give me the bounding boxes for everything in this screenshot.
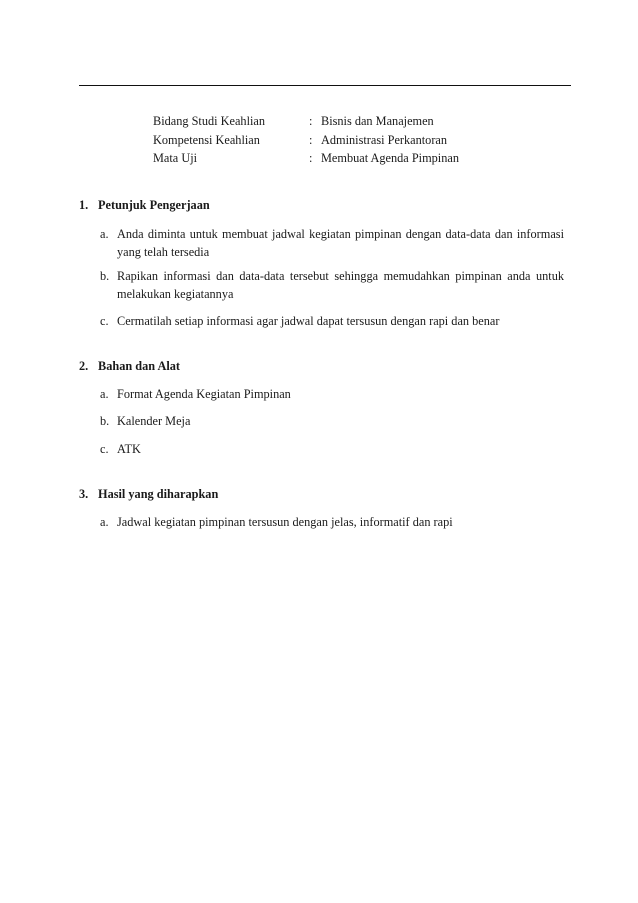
exam-info xyxy=(153,112,533,168)
item-letter: c. xyxy=(100,314,109,328)
item-text: Cermatilah setiap informasi agar jadwal dapat tersusun dengan rapi dan benar xyxy=(117,314,500,328)
meta-row-bidang xyxy=(153,112,533,131)
header-rule xyxy=(79,85,571,86)
section-title: Bahan dan Alat xyxy=(98,359,181,373)
item-text: Format Agenda Kegiatan Pimpinan xyxy=(117,387,291,401)
list-item xyxy=(100,225,564,261)
list-item xyxy=(100,267,564,303)
list-item xyxy=(100,513,564,531)
section-title: Petunjuk Pengerjaan xyxy=(98,198,210,212)
meta-label: Kompetensi Keahlian xyxy=(153,132,260,147)
meta-row-mata-uji xyxy=(153,149,533,168)
section-number: 3. xyxy=(79,487,89,501)
item-text: Kalender Meja xyxy=(117,414,191,428)
meta-colon: : xyxy=(309,151,313,165)
section-title: Hasil yang diharapkan xyxy=(98,487,219,501)
meta-colon: : xyxy=(309,114,313,128)
section-number: 2. xyxy=(79,359,89,373)
section-heading xyxy=(79,196,569,214)
meta-colon: : xyxy=(309,132,313,147)
meta-label: Bidang Studi Keahlian xyxy=(153,114,266,128)
item-letter: b. xyxy=(100,414,110,428)
section-heading xyxy=(79,485,569,503)
item-text: ATK xyxy=(117,442,141,456)
meta-label: Mata Uji xyxy=(153,151,198,165)
item-letter: a. xyxy=(100,227,109,241)
section-petunjuk xyxy=(79,196,569,328)
meta-value: Membuat Agenda Pimpinan xyxy=(321,151,459,165)
item-letter: b. xyxy=(100,269,110,283)
item-text: Jadwal kegiatan pimpinan tersusun dengan jelas, informatif dan rapi xyxy=(117,515,453,529)
list-item xyxy=(100,412,564,430)
list-item xyxy=(100,385,564,403)
section-hasil xyxy=(79,485,569,529)
meta-value: Administrasi Perkantoran xyxy=(321,132,448,147)
item-letter: c. xyxy=(100,442,109,456)
list-item xyxy=(100,312,564,330)
section-number: 1. xyxy=(79,198,89,212)
item-text: Rapikan informasi dan data-data tersebut sehingga memudahkan pimpinan anda untuk melakukan kegiatannya xyxy=(117,269,564,301)
item-text: Anda diminta untuk membuat jadwal kegiatan pimpinan dengan data-data dan informasi yang telah tersedia xyxy=(117,227,564,259)
list-item xyxy=(100,440,564,458)
section-heading xyxy=(79,357,569,375)
section-bahan-alat xyxy=(79,357,569,456)
meta-row-kompetensi xyxy=(153,131,533,150)
meta-value: Bisnis dan Manajemen xyxy=(321,114,434,128)
item-letter: a. xyxy=(100,515,109,529)
item-letter: a. xyxy=(100,387,109,401)
